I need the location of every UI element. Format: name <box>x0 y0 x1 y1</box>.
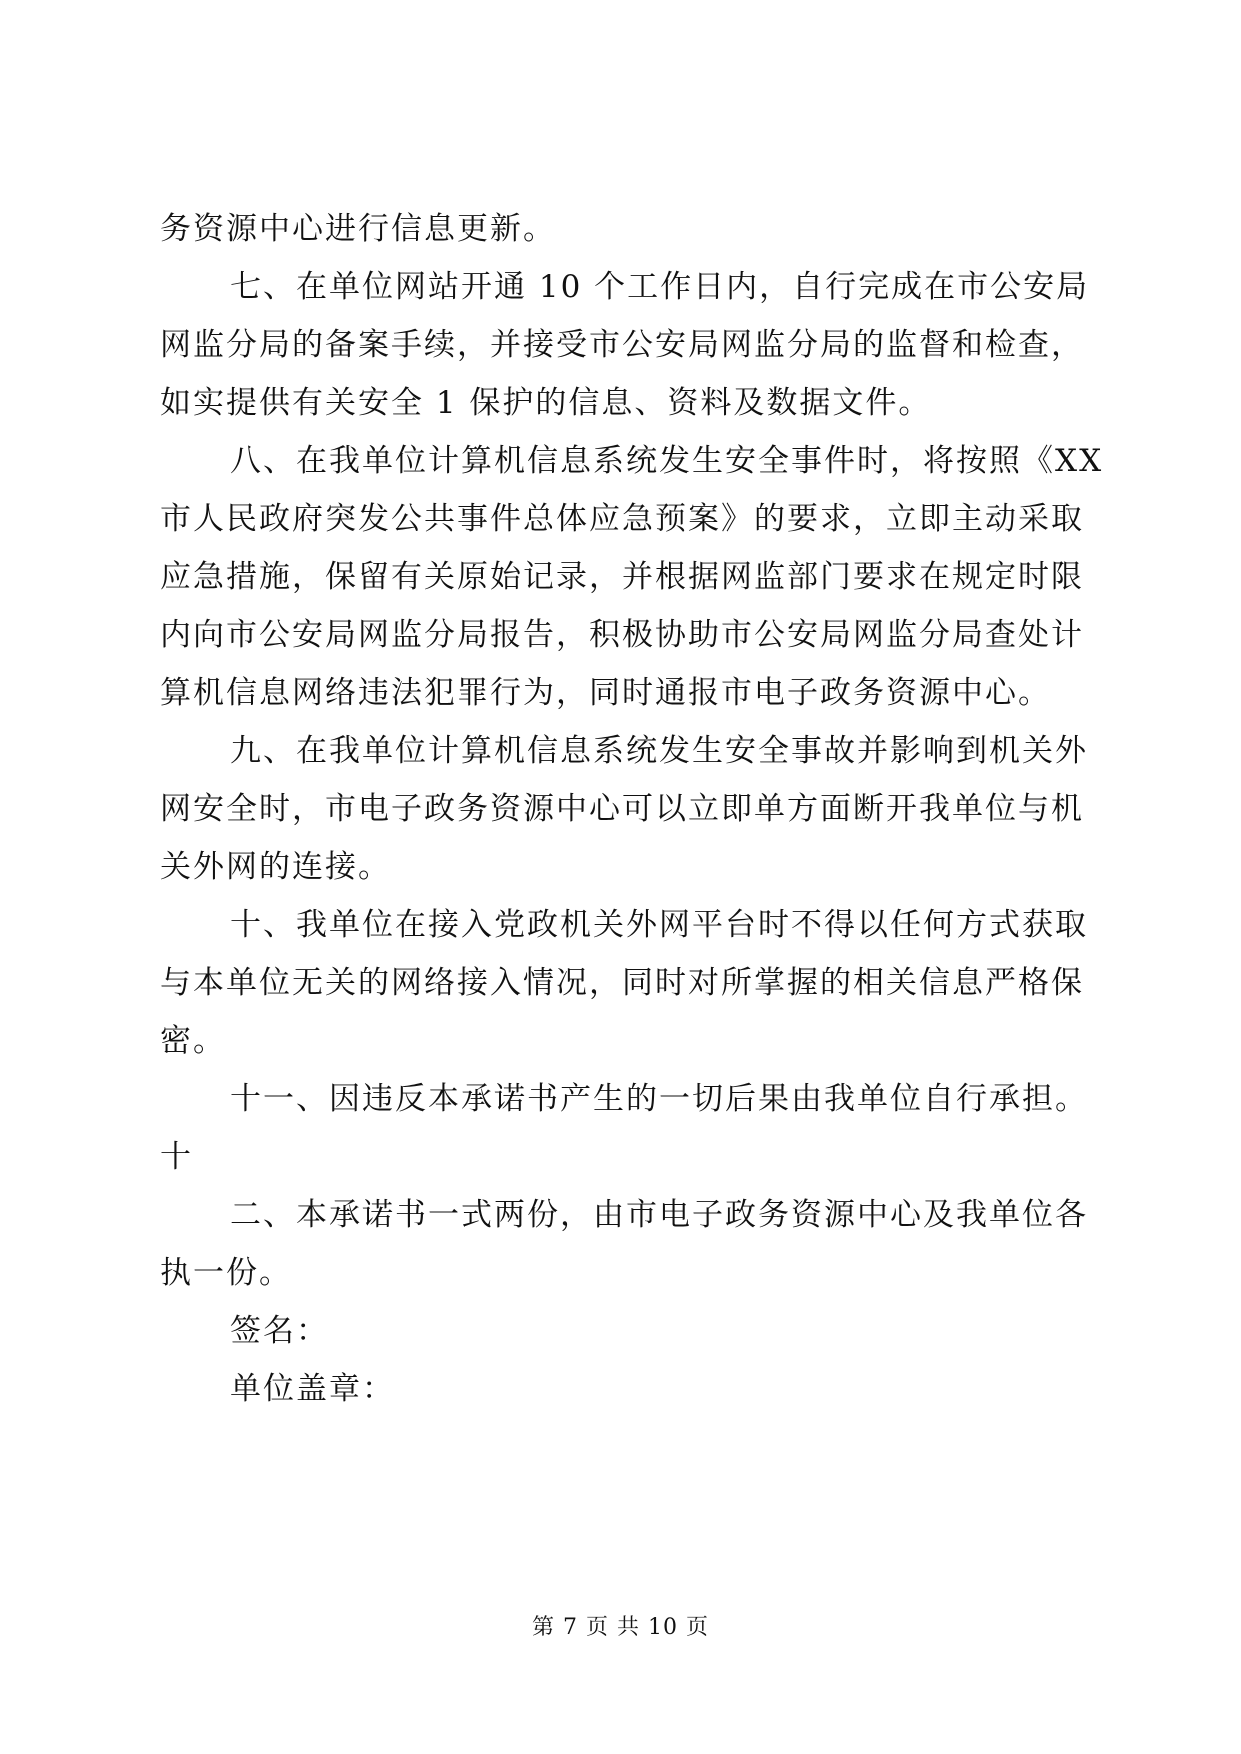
paragraph-line: 十 <box>160 1139 193 1175</box>
paragraph-line: 七、在单位网站开通 10 个工作日内，自行完成在市公安局 <box>230 269 1090 305</box>
paragraph-line: 内向市公安局网监分局报告，积极协助市公安局网监分局查处计 <box>160 617 1084 653</box>
paragraph-line: 执一份。 <box>160 1255 292 1291</box>
paragraph-line: 密。 <box>160 1023 226 1059</box>
paragraph-line: 务资源中心进行信息更新。 <box>160 211 556 247</box>
page-number-footer: 第 7 页 共 10 页 <box>532 1615 709 1640</box>
paragraph-line: 八、在我单位计算机信息系统发生安全事件时，将按照《XX <box>230 443 1104 479</box>
paragraph-line: 应急措施，保留有关原始记录，并根据网监部门要求在规定时限 <box>160 559 1084 595</box>
paragraph-line: 关外网的连接。 <box>160 849 391 885</box>
paragraph-line: 与本单位无关的网络接入情况，同时对所掌握的相关信息严格保 <box>160 965 1084 1001</box>
paragraph-line: 市人民政府突发公共事件总体应急预案》的要求，立即主动采取 <box>160 501 1084 537</box>
paragraph-line: 十一、因违反本承诺书产生的一切后果由我单位自行承担。 <box>230 1081 1088 1117</box>
paragraph-line: 网安全时，市电子政务资源中心可以立即单方面断开我单位与机 <box>160 791 1084 827</box>
paragraph-line: 网监分局的备案手续，并接受市公安局网监分局的监督和检查， <box>160 327 1084 363</box>
paragraph-line: 如实提供有关安全 1 保护的信息、资料及数据文件。 <box>160 385 932 421</box>
paragraph-line: 算机信息网络违法犯罪行为，同时通报市电子政务资源中心。 <box>160 675 1051 711</box>
paragraph-line: 十、我单位在接入党政机关外网平台时不得以任何方式获取 <box>230 907 1088 943</box>
paragraph-line: 九、在我单位计算机信息系统发生安全事故并影响到机关外 <box>230 733 1088 769</box>
signature-label: 签名： <box>230 1313 329 1349</box>
paragraph-line: 二、本承诺书一式两份，由市电子政务资源中心及我单位各 <box>230 1197 1088 1233</box>
unit-seal-label: 单位盖章： <box>230 1371 395 1407</box>
